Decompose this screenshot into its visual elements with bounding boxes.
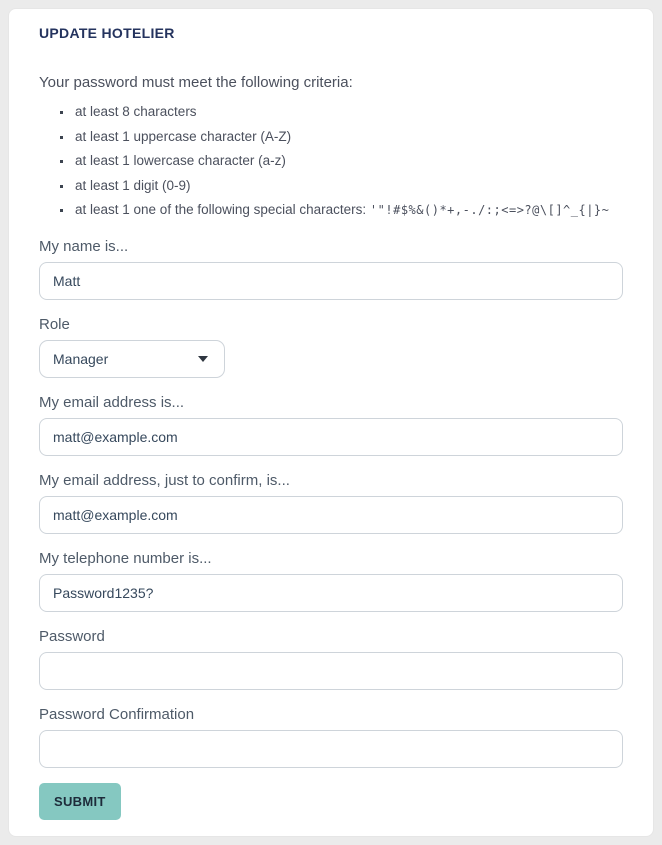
criteria-item-text: at least 1 uppercase character (A-Z) [75,128,292,144]
name-input[interactable] [39,262,623,300]
password-criteria-intro: Your password must meet the following criteria: [39,74,353,91]
password-criteria-list [39,104,623,217]
page-title: UPDATE HOTELIER [39,25,175,41]
email-label: My email address is... [39,394,185,411]
role-form-group [39,316,623,378]
telephone-label: My telephone number is... [39,550,212,567]
criteria-item [73,104,623,119]
role-select[interactable] [39,340,225,378]
email-confirm-form-group [39,472,623,534]
criteria-item-text: at least 1 one of the following special characters: [75,202,370,217]
password-input[interactable] [39,652,623,690]
update-hotelier-card [8,8,654,837]
telephone-form-group [39,550,623,612]
email-confirm-input[interactable] [39,496,623,534]
telephone-input[interactable] [39,574,623,612]
special-characters-code: '"!#$%&()*+,-./:;<=>?@\[]^_{|}~ [369,203,610,217]
role-label: Role [39,316,70,333]
criteria-item-special [73,202,623,217]
email-form-group [39,394,623,456]
name-form-group [39,238,623,300]
criteria-item [73,178,623,193]
password-confirm-form-group [39,706,623,768]
criteria-item [73,153,623,168]
password-form-group [39,628,623,690]
password-confirm-input[interactable] [39,730,623,768]
criteria-item-text: at least 1 digit (0-9) [75,177,191,193]
email-input[interactable] [39,418,623,456]
email-confirm-label: My email address, just to confirm, is... [39,472,290,489]
password-confirm-label: Password Confirmation [39,706,195,723]
role-select-wrap [39,340,225,378]
name-label: My name is... [39,238,129,255]
criteria-item-text: at least 8 characters [75,104,197,119]
criteria-item [73,129,623,144]
criteria-item-text: at least 1 lowercase character (a-z) [75,153,286,168]
submit-button[interactable]: SUBMIT [39,783,121,820]
password-label: Password [39,628,105,645]
